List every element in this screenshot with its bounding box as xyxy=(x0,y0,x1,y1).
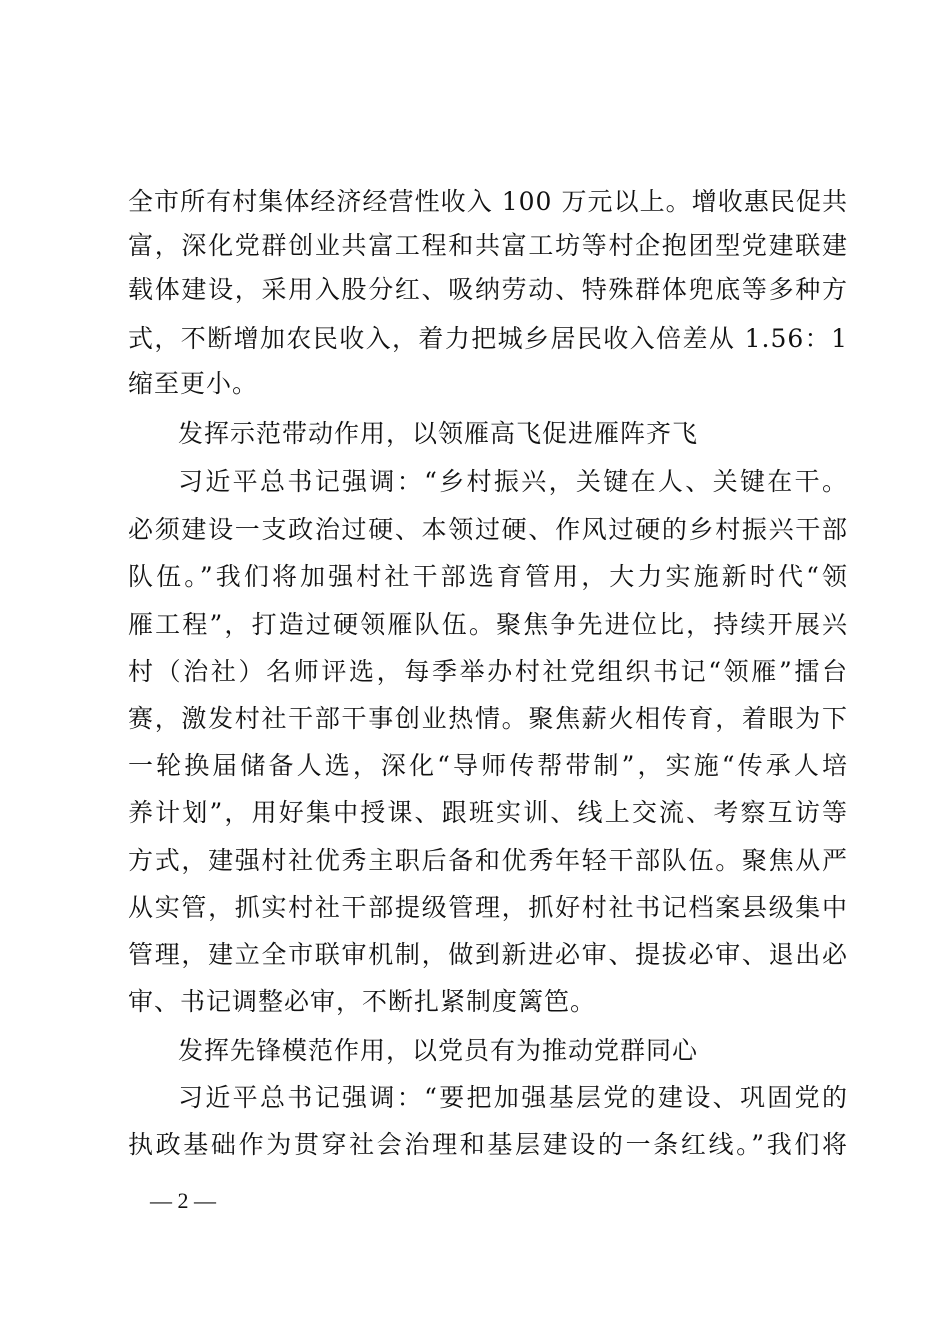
text-line-2: 富，深化党群创业共富工程和共富工坊等村企抱团型党建联建 xyxy=(128,231,848,260)
text-line-16: 从实管，抓实村社干部提级管理，抓好村社书记档案县级集中 xyxy=(128,893,848,922)
text-line-21: 执政基础作为贯穿社会治理和基层建设的一条红线。”我们将 xyxy=(128,1130,848,1159)
text-line-7: 习近平总书记强调：“乡村振兴，关键在人、关键在干。 xyxy=(178,467,848,496)
text-line-17: 管理，建立全市联审机制，做到新进必审、提拔必审、退出必 xyxy=(128,940,848,969)
text-line-13: 一轮换届储备人选，深化“导师传帮带制”，实施“传承人培 xyxy=(128,751,848,780)
page-number: — 2 — xyxy=(150,1188,216,1213)
text-line-20: 习近平总书记强调：“要把加强基层党的建设、巩固党的 xyxy=(178,1083,848,1112)
text-line-14: 养计划”，用好集中授课、跟班实训、线上交流、考察互访等 xyxy=(128,798,848,827)
text-line-9: 队伍。”我们将加强村社干部选育管用，大力实施新时代“领 xyxy=(128,562,848,591)
text-line-11: 村（治社）名师评选，每季举办村社党组织书记“领雁”擂台 xyxy=(128,657,848,686)
text-line-1: 全市所有村集体经济经营性收入 100 万元以上。增收惠民促共 xyxy=(128,187,848,216)
section-heading-1: 发挥示范带动作用，以领雁高飞促进雁阵齐飞 xyxy=(178,419,699,448)
text-line-15: 方式，建强村社优秀主职后备和优秀年轻干部队伍。聚焦从严 xyxy=(128,846,848,875)
text-line-12: 赛，激发村社干部干事创业热情。聚焦薪火相传育，着眼为下 xyxy=(128,704,848,733)
text-line-3: 载体建设，采用入股分红、吸纳劳动、特殊群体兜底等多种方 xyxy=(128,275,848,304)
section-heading-2: 发挥先锋模范作用，以党员有为推动党群同心 xyxy=(178,1036,699,1065)
text-line-8: 必须建设一支政治过硬、本领过硬、作风过硬的乡村振兴干部 xyxy=(128,515,848,544)
text-line-18: 审、书记调整必审，不断扎紧制度篱笆。 xyxy=(128,987,597,1016)
text-line-10: 雁工程”，打造过硬领雁队伍。聚焦争先进位比，持续开展兴 xyxy=(128,610,848,639)
text-line-4: 式，不断增加农民收入，着力把城乡居民收入倍差从 1.56：1 xyxy=(128,324,848,353)
text-line-5: 缩至更小。 xyxy=(128,369,259,398)
